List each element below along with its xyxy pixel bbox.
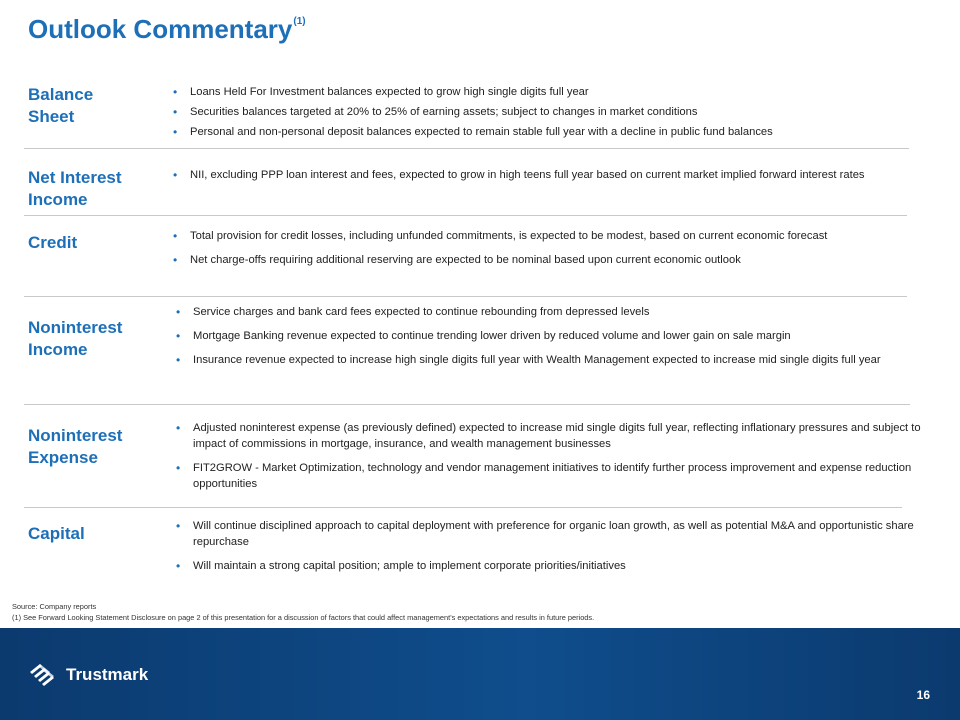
title-footnote-marker: (1): [293, 16, 306, 27]
bullet-item: • Will continue disciplined approach to capital deployment with preference for organic loan growth, as well as potential M&A and opportunistic share repurchase: [176, 518, 938, 550]
bullet-item: • Insurance revenue expected to increase high single digits full year with Wealth Management expected to increase mid single digits full year: [176, 352, 938, 368]
bullet-item: • Total provision for credit losses, including unfunded commitments, is expected to be modest, based on current economic forecast: [173, 228, 938, 244]
section-label: Credit: [28, 233, 78, 252]
section-label: Noninterest Income: [28, 318, 123, 359]
footnote-1: (1) See Forward Looking Statement Disclosure on page 2 of this presentation for a discussion of factors that could affect management's expectations and results in future periods.: [12, 613, 595, 622]
source-note: Source: Company reports: [12, 602, 97, 611]
bullet-item: • Mortgage Banking revenue expected to continue trending lower driven by reduced volume and lower gain on sale margin: [176, 328, 938, 344]
page-number: 16: [916, 688, 930, 702]
section-divider: [24, 507, 902, 508]
bullet-item: • Adjusted noninterest expense (as previously defined) expected to increase mid single digits full year, reflecting inflationary pressures and subject to impact of commissions in mortgage, insurance, and wealth management businesses: [176, 420, 952, 452]
bullet-item: • NII, excluding PPP loan interest and fees, expected to grow in high teens full year based on current market implied forward interest rates: [173, 167, 938, 183]
bullet-item: • Personal and non-personal deposit balances expected to remain stable full year with a decline in public fund balances: [173, 124, 938, 140]
bullet-item: • Securities balances targeted at 20% to 25% of earning assets; subject to changes in market conditions: [173, 104, 938, 120]
logo-text: Trustmark: [66, 665, 149, 684]
footer-bar: [0, 628, 960, 720]
company-logo: [28, 660, 148, 690]
section-divider: [24, 148, 909, 149]
bullet-list: [173, 84, 938, 144]
page-title: [28, 14, 306, 45]
section-label: Balance Sheet: [28, 85, 94, 126]
bullet-list: [176, 518, 938, 578]
section-label: Net Interest Income: [28, 168, 122, 209]
section-divider: [24, 296, 907, 297]
footnotes: [12, 601, 594, 623]
section-label: Capital: [28, 524, 85, 543]
title-text: Outlook Commentary: [28, 14, 293, 44]
bullet-list: [173, 167, 938, 187]
bullet-item: • FIT2GROW - Market Optimization, technology and vendor management initiatives to identify further process improvement and expense reduction opportunities: [176, 460, 952, 492]
bullet-list: [176, 420, 952, 496]
bullet-list: [173, 228, 938, 272]
bullet-item: • Loans Held For Investment balances expected to grow high single digits full year: [173, 84, 938, 100]
bullet-item: • Service charges and bank card fees expected to continue rebounding from depressed levels: [176, 304, 938, 320]
section-divider: [24, 404, 910, 405]
section-label: Noninterest Expense: [28, 426, 123, 467]
bullet-item: • Will maintain a strong capital position; ample to implement corporate priorities/initiatives: [176, 558, 938, 574]
trustmark-logo-icon: [28, 660, 60, 690]
bullet-list: [176, 304, 938, 372]
section-divider: [24, 215, 907, 216]
bullet-item: • Net charge-offs requiring additional reserving are expected to be nominal based upon current economic outlook: [173, 252, 938, 268]
